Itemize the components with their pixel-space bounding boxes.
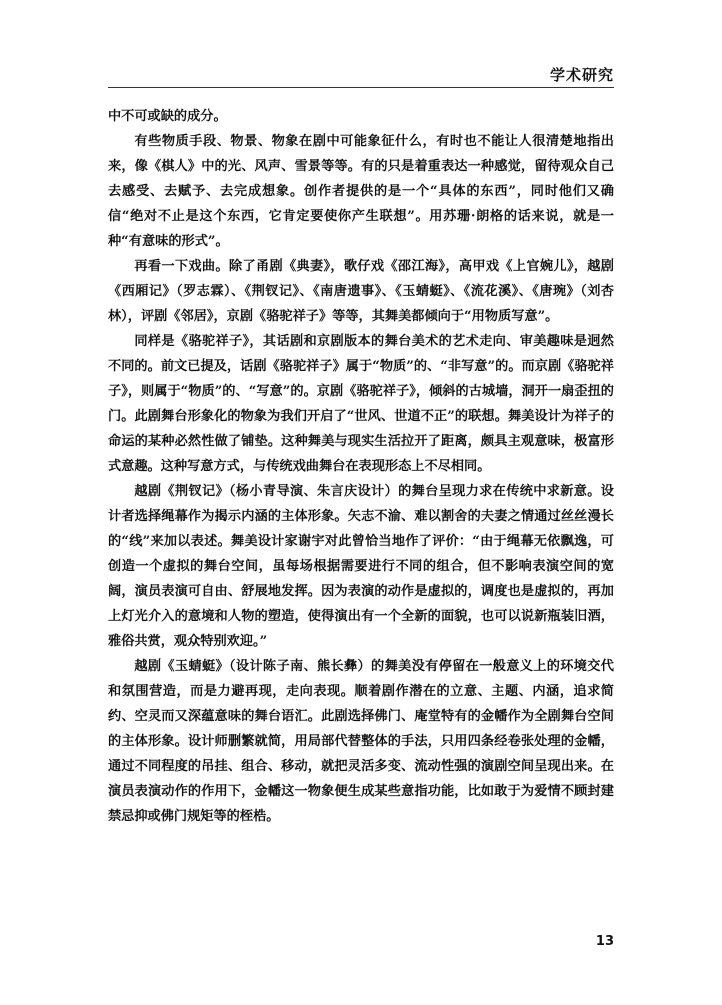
section-title: 学术研究 [549, 66, 614, 84]
body-text [108, 104, 614, 829]
running-header [108, 62, 614, 90]
page-number: 13 [595, 934, 614, 949]
header-rule [108, 87, 614, 88]
paragraph: 同样是《骆驼祥子》，其话剧和京剧版本的舞台美术的艺术走向、审美趣味是迥然不同的。前文已提及，话剧《骆驼祥子》属于“物质”的、“非写意”的。而京剧《骆驼祥子》，则属于“物质”的、“写意”的。京剧《骆驼祥子》，倾斜的古城墙，洞开一扇歪扭的门。此剧舞台形象化的物象为我们开启了“世风、世道不正”的联想。舞美设计为祥子的命运的某种必然性做了铺垫。这种舞美与现实生活拉开了距离，颇具主观意味，极富形式意趣。这种写意方式，与传统戏曲舞台在表现形态上不尽相同。 [108, 334, 614, 474]
paragraph-continued: 中不可或缺的成分。 [108, 109, 227, 124]
paragraph: 有些物质手段、物景、物象在剧中可能象征什么，有时也不能让人很清楚地指出来，像《棋人》中的光、风声、雪景等等。有的只是着重表达一种感觉，留待观众自己去感受、去赋予、去完成想象。创作者提供的是一个“具体的东西”，同时他们又确信“绝对不止是这个东西，它肯定要使你产生联想”。用苏珊·朗格的话来说，就是一种“有意味的形式”。 [108, 134, 614, 249]
paragraph: 再看一下戏曲。除了甬剧《典妻》，歌仔戏《邵江海》，高甲戏《上官婉儿》，越剧《西厢记》（罗志霖）、《荆钗记》、《南唐遗事》、《玉蜻蜓》、《流花溪》、《唐琬》（刘杏林），评剧《邻居》，京剧《骆驼祥子》等等，其舞美都倾向于“用物质写意”。 [108, 259, 614, 324]
paragraph: 越剧《荆钗记》（杨小青导演、朱言庆设计）的舞台呈现力求在传统中求新意。设计者选择绳幕作为揭示内涵的主体形象。矢志不渝、难以割舍的夫妻之情通过丝丝漫长的“线”来加以表述。舞美设计家谢宇对此曾恰当地作了评价：“由于绳幕无依飘逸，可创造一个虚拟的舞台空间，虽每场根据需要进行不同的组合，但不影响表演空间的宽阔，演员表演可自由、舒展地发挥。因为表演的动作是虚拟的，调度也是虚拟的，再加上灯光介入的意境和人物的塑造，使得演出有一个全新的面貌，也可以说新瓶装旧酒，雅俗共赏，观众特别欢迎。” [108, 484, 614, 649]
paragraph: 越剧《玉蜻蜓》（设计陈子南、熊长彝）的舞美没有停留在一般意义上的环境交代和氛围营造，而是力避再现，走向表现。顺着剧作潜在的立意、主题、内涵，追求简约、空灵而又深蕴意味的舞台语汇。此剧选择佛门、庵堂特有的金幡作为全剧舞台空间的主体形象。设计师删繁就简，用局部代替整体的手法，只用四条经卷张处理的金幡，通过不同程度的吊挂、组合、移动，就把灵活多变、流动性强的演剧空间呈现出来。在演员表演动作的作用下，金幡这一物象便生成某些意指功能，比如敢于为爱情不顾封建禁忌抑或佛门规矩等的桎梏。 [108, 659, 614, 824]
